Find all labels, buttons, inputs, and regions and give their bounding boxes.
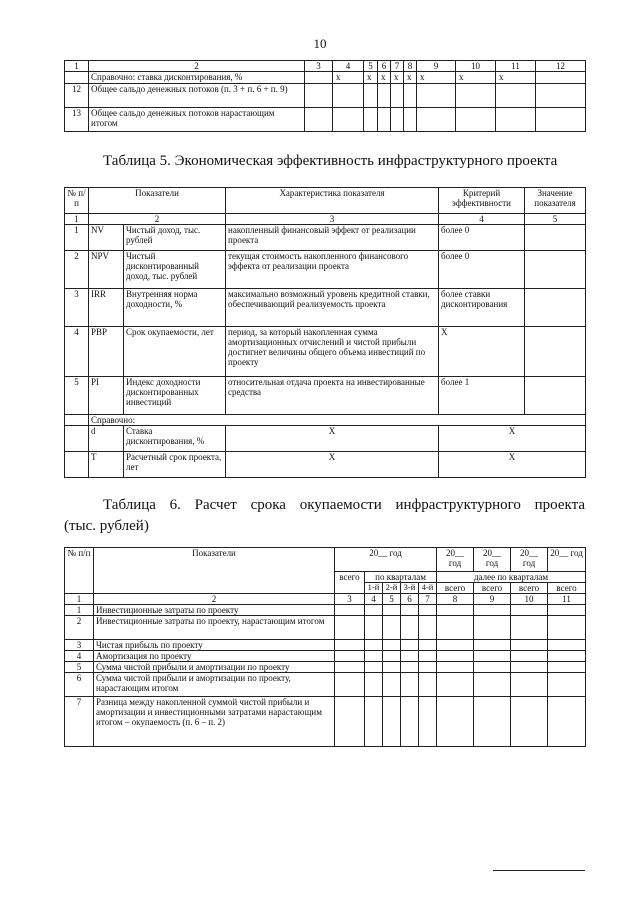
table-row: T Расчетный срок проекта, лет X X: [65, 452, 586, 478]
table-row: [65, 415, 586, 426]
reference-label: Справочно:: [89, 415, 586, 426]
row-label: Общее сальдо денежных потоков нарастающим итогом: [89, 108, 305, 132]
table-row: 1 Инвестиционные затраты по проекту: [65, 605, 586, 616]
table-row: 1 NV Чистый доход, тыс. рублей накопленный финансовый эффект от реализации проекта более 0: [65, 225, 586, 251]
header-by-quarters: по кварталам: [365, 572, 437, 583]
table-row: d Ставка дисконтирования, % X X: [65, 426, 586, 452]
col-number: 3: [305, 61, 333, 72]
table-row: 3 Чистая прибыль по проекту: [65, 640, 586, 651]
table6-payback-period: [64, 547, 586, 747]
col-number: 2: [89, 61, 305, 72]
table5-economic-efficiency: [64, 187, 586, 478]
header-criterion: Критерий эффективности: [439, 188, 525, 214]
header-quarter: 4-й: [419, 583, 437, 594]
table-header-row: [65, 548, 586, 572]
table-row: 12 Общее сальдо денежных потоков (п. 3 + п. 6 + п. 9): [65, 84, 586, 108]
table-row: 2 NPV Чистый дисконтированный доход, тыс. рублей текущая стоимость накопленного финансового эффекта от реализации проекта более 0: [65, 251, 586, 289]
header-indicators: Показатели: [94, 548, 335, 594]
header-quarter: 3-й: [401, 583, 419, 594]
col-number: 11: [496, 61, 536, 72]
table-row: 2 Инвестиционные затраты по проекту, нарастающим итогом: [65, 616, 586, 640]
header-year-1: 20__ год: [335, 548, 437, 572]
table-row: 7 Разница между накопленной суммой чистой прибыли и амортизации и инвестиционными затратами нарастающим итогом – окупаемость (п. 6 – п. 2): [65, 697, 586, 747]
col-number: 8: [404, 61, 417, 72]
table-row: 4 PBP Срок окупаемости, лет период, за который накопленная сумма амортизационных отчислений и чистой прибыли достигнет величины общего объема инвестиций по проекту X: [65, 327, 586, 377]
table-row: 13 Общее сальдо денежных потоков нарастающим итогом: [65, 108, 586, 132]
table-cash-flow-continuation: [64, 60, 586, 132]
header-num: № п/п: [65, 548, 94, 594]
table-row: 6 Сумма чистой прибыли и амортизации по проекту, нарастающим итогом: [65, 673, 586, 697]
table-colnum-row: 1 2 3 4 5: [65, 214, 586, 225]
table-header-row: [65, 61, 586, 72]
table5-title: Таблица 5. Экономическая эффективность инфраструктурного проекта: [103, 153, 558, 169]
col-number: 4: [333, 61, 364, 72]
header-year: 20__ год: [511, 548, 548, 572]
header-year: 20__ год: [548, 548, 586, 572]
col-number: 1: [65, 61, 89, 72]
table-header-row: [65, 188, 586, 214]
header-further-quarters: далее по кварталам: [437, 572, 586, 583]
table-row: 3 IRR Внутренняя норма доходности, % максимально возможный уровень кредитной ставки, обеспечивающий реализуемость проекта более ставки дисконтирования: [65, 289, 586, 327]
col-number: 9: [417, 61, 456, 72]
row-label: Общее сальдо денежных потоков (п. 3 + п. 6 + п. 9): [89, 84, 305, 108]
col-number: 6: [378, 61, 391, 72]
header-characteristic: Характеристика показателя: [226, 188, 439, 214]
col-number: 5: [364, 61, 378, 72]
header-quarter: 1-й: [365, 583, 383, 594]
header-total: всего: [437, 583, 474, 594]
table6-title-unit: (тыс. рублей): [64, 518, 149, 534]
table-row: Справочно: ставка дисконтирования, % x x x x x x x x: [65, 72, 586, 84]
header-num: № п/п: [65, 188, 89, 214]
header-total: всего: [548, 583, 586, 594]
col-number: 7: [391, 61, 404, 72]
header-total: всего: [511, 583, 548, 594]
header-total: всего: [474, 583, 511, 594]
page-number: 10: [313, 36, 327, 51]
table-row: 5 PI Индекс доходности дисконтированных инвестиций относительная отдача проекта на инвестированные средства более 1: [65, 377, 586, 415]
table-row: 5 Сумма чистой прибыли и амортизации по проекту: [65, 662, 586, 673]
signature-line: [493, 870, 585, 871]
col-number: 12: [536, 61, 586, 72]
header-year: 20__ год: [437, 548, 474, 572]
header-total: всего: [335, 572, 365, 594]
table-row: 4 Амортизация по проекту: [65, 651, 586, 662]
table-colnum-row: 1 2 3 4 5 6 7 8 9 10 11: [65, 594, 586, 605]
header-quarter: 2-й: [383, 583, 401, 594]
header-value: Значение показателя: [525, 188, 586, 214]
row-label: Справочно: ставка дисконтирования, %: [89, 72, 305, 84]
table6-title: Таблица 6. Расчет срока окупаемости инфраструктурного проекта: [103, 497, 585, 513]
header-indicators: Показатели: [89, 188, 226, 214]
col-number: 10: [456, 61, 496, 72]
header-year: 20__ год: [474, 548, 511, 572]
